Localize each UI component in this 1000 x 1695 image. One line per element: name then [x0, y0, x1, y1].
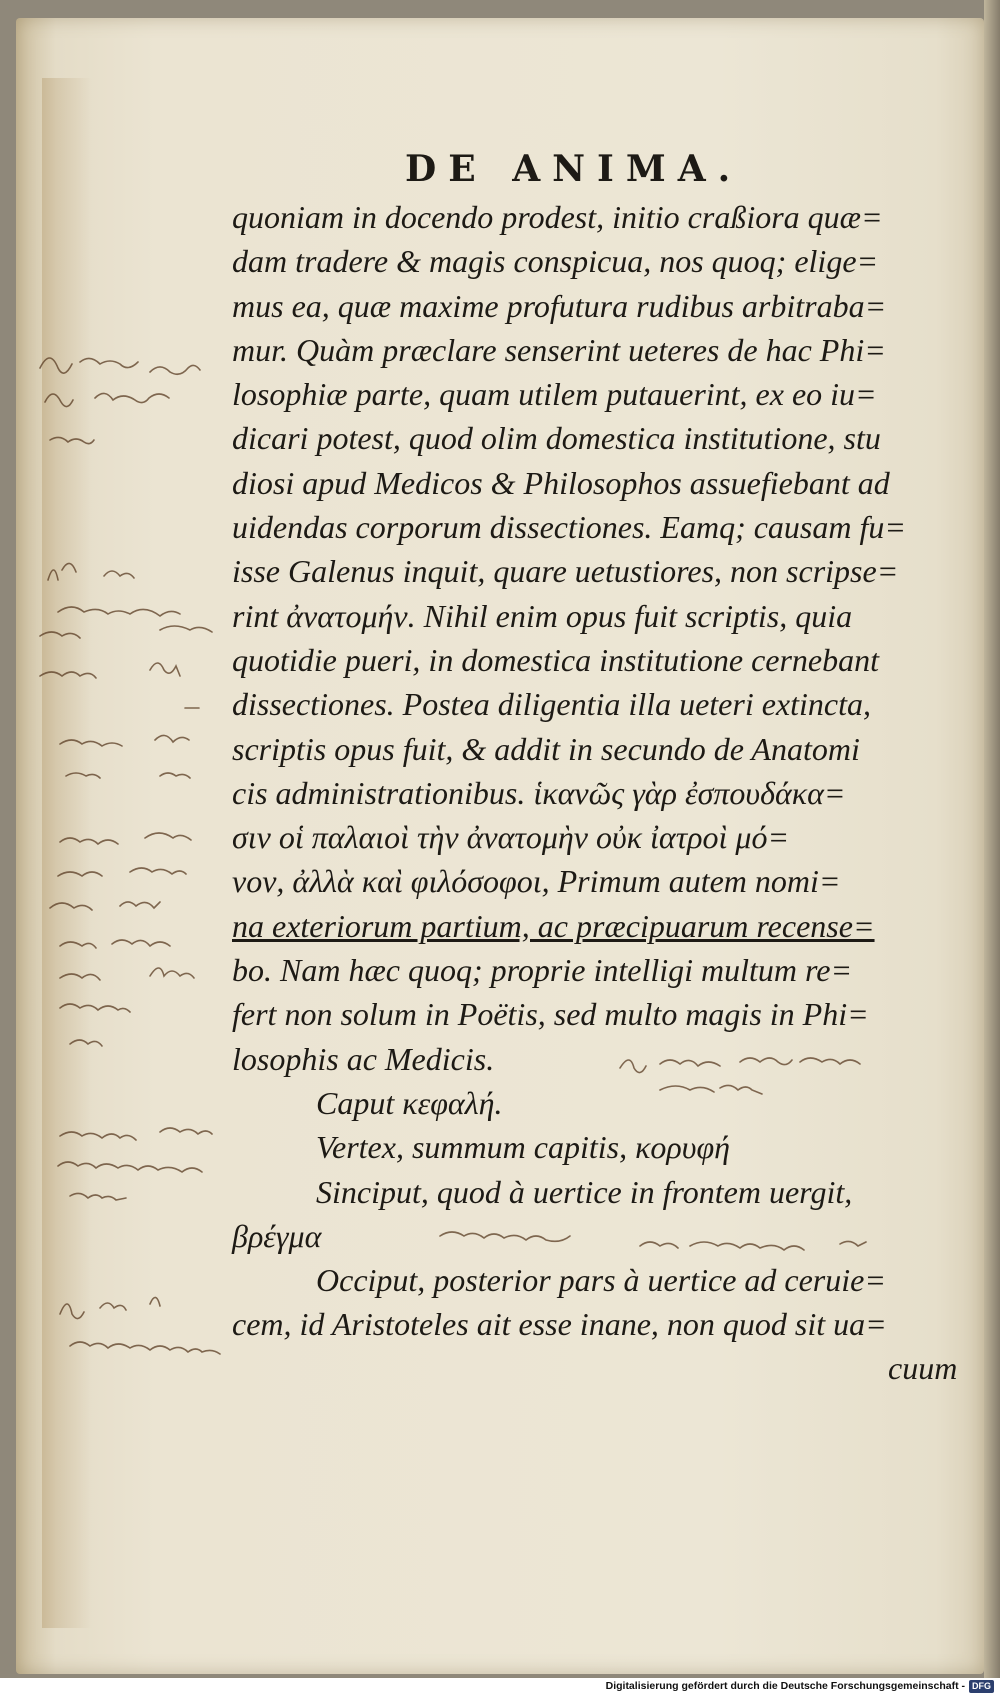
text-line: na exteriorum partium, ac præcipuarum recense=	[232, 907, 875, 944]
term-line: Vertex, summum capitis, κορυφή	[316, 1129, 731, 1166]
term-line: βρέγμα	[232, 1217, 322, 1254]
text-line: isse Galenus inquit, quare uetustiores, non scripse=	[232, 553, 899, 590]
text-line: νον, ἀλλὰ καὶ φιλόσοφοι, Primum autem nomi=	[232, 863, 841, 900]
text-line: losophis ac Medicis.	[232, 1040, 495, 1077]
term-line: Occiput, posterior pars à uertice ad ceruie=	[316, 1262, 886, 1299]
text-line: fert non solum in Poëtis, sed multo magis in Phi=	[232, 996, 869, 1033]
term-line: cem, id Aristoteles ait esse inane, non quod sit ua=	[232, 1306, 887, 1343]
page-edge	[984, 0, 1000, 1678]
text-line: uidendas corporum dissectiones. Eamq; causam fu=	[232, 509, 906, 546]
digitization-credit	[606, 1679, 994, 1693]
text-line: diosi apud Medicos & Philosophos assuefiebant ad	[232, 464, 890, 501]
text-line: mus ea, quæ maxime profutura rudibus arbitraba=	[232, 287, 887, 324]
text-line: dissectiones. Postea diligentia illa ueteri extincta,	[232, 686, 871, 723]
main-text	[232, 195, 932, 1347]
running-title: DE ANIMA.	[405, 148, 743, 190]
text-line: cis administrationibus. ἱκανῶς γὰρ ἐσπουδάκα=	[232, 774, 846, 811]
text-line: scriptis opus fuit, & addit in secundo de Anatomi	[232, 730, 860, 767]
text-line: quotidie pueri, in domestica institutione cernebant	[232, 641, 880, 678]
text-line: dam tradere & magis conspicua, nos quoq; elige=	[232, 243, 879, 280]
dfg-logo-icon: DFG	[969, 1680, 994, 1693]
text-line: rint ἀνατομήν. Nihil enim opus fuit scriptis, quia	[232, 597, 853, 634]
term-line: Sinciput, quod à uertice in frontem uergit,	[316, 1173, 853, 1210]
gutter-stain	[42, 78, 92, 1628]
credit-text: Digitalisierung gefördert durch die Deutsche Forschungsgemeinschaft -	[605, 1680, 965, 1692]
text-line: σιν οἱ παλαιοὶ τὴν ἀνατομὴν οὐκ ἰατροὶ μό=	[232, 819, 790, 856]
term-line: Caput κεφαλή.	[316, 1084, 503, 1121]
text-line: losophiæ parte, quam utilem putauerint, ex eo iu=	[232, 376, 877, 413]
text-line: quoniam in docendo prodest, initio craßiora quæ=	[232, 199, 883, 235]
catchword: cuum	[888, 1350, 958, 1386]
text-line: mur. Quàm præclare senserint ueteres de hac Phi=	[232, 331, 886, 368]
text-line: bo. Nam hæc quoq; proprie intelligi multum re=	[232, 952, 853, 989]
text-line: dicari potest, quod olim domestica institutione, stu	[232, 420, 881, 457]
